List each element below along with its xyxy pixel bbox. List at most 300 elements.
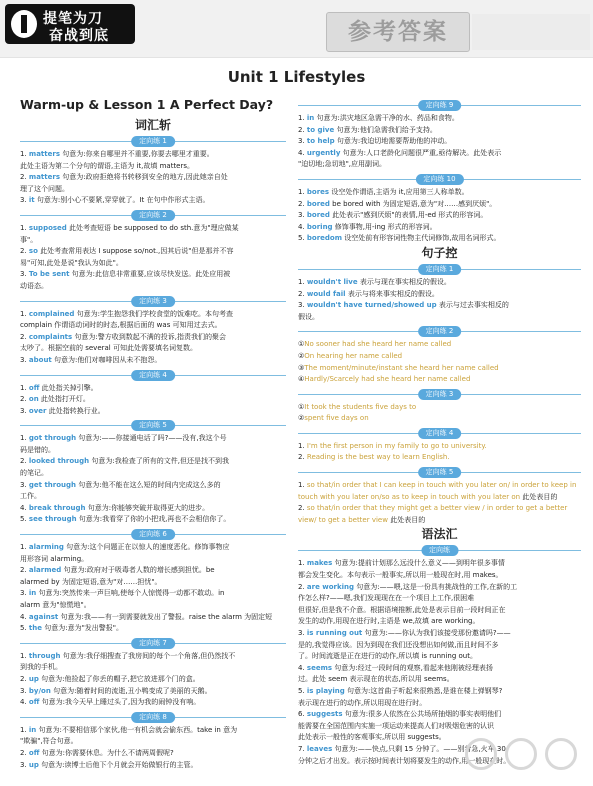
answer-key: leaves [306,744,333,753]
answer-line [298,148,581,160]
explanation-text: 1. [298,277,307,286]
answer-line [298,452,581,464]
answer-line [20,697,286,709]
explanation-text: 句意为:洪灾地区急需干净的水、药品和食物。 [314,114,459,122]
explanation-text: 此处指关掉引擎。 [39,383,98,392]
answer-key: off [28,698,40,707]
explanation-text: 句意为:很多人依然在公共场所抽烟的事实表明他们 [342,710,502,719]
explanation-text: ④ [298,375,305,384]
explanation-text: 句意为:他们对咖啡因从未不抱怨。 [51,355,162,364]
explanation-text: 作怎么样?——嗯,我们发现现在在一个项目上工作,很困难 [298,594,475,603]
explanation-text: 2. [20,748,29,757]
explanation-text: 句意为:别小心不要紧,穿穿就了。It 在句中作形式主语。 [34,196,210,205]
answer-line [298,187,581,199]
explanation-text: 句意为:学生抱怨我们学校食堂的饭难吃。本句考查 [74,309,234,318]
answer-line [20,433,286,445]
watermark-logo [465,728,585,778]
answer-key: complaints [28,332,73,341]
answer-line [20,588,286,600]
answer-key: urgently [306,148,341,157]
explanation-text: 3. [20,480,29,489]
explanation-text: 2. [298,582,307,591]
answer-line [298,628,581,640]
explanation-text: 句意为:提前计划那么远没什么意义——到明年很多事情 [332,559,505,568]
answer-line [20,195,286,207]
exercise-label [20,638,286,649]
explanation-text: 分钟之后才出发。表示按时间表计划将要发生的动作,用一般现在时。 [298,756,511,765]
section-heading: 词汇斩 [134,118,171,132]
explanation-text: 5. [298,686,307,695]
answer-key: against [28,612,59,621]
exercise-label-text: 定向练 10 [415,174,463,185]
explanation-text: 3. [298,137,307,146]
answer-key: in [306,114,315,122]
explanation-text: 易"可知,此处是说"我认为如此"。 [20,258,123,267]
reference-answer: It took the students five days to [304,402,417,411]
explanation-text: 1. [298,559,307,568]
explanation-text: 7. [298,744,307,753]
exercise-label [20,296,286,307]
explanation-text: 修饰事物,用-ing 形式的形容词。 [332,222,437,231]
explanation-text: 5. [298,234,307,243]
answer-line [20,600,286,612]
answer-key: in [28,589,37,598]
answer-line [20,445,286,457]
explanation-text: 2. [20,674,29,683]
explanation-text: 句意为:警方收到数起不满的投诉,指责我们的聚会 [72,332,227,341]
explanation-text: 此处表目的 [520,492,558,501]
page-header [0,0,593,58]
answer-line [20,406,286,418]
explanation-text: 4. [298,222,307,231]
answer-key: bored [306,199,330,208]
answer-line [20,149,286,161]
answer-line [298,210,581,222]
answer-line [298,663,581,675]
answer-line [20,503,286,515]
explanation-text: 设空处作谓语,主语为 it,应用第三人称单数。 [329,187,469,196]
explanation-text: 句意为:政府拒绝将书转移到安全的地方,因此她亲自处 [59,173,228,182]
explanation-text: 2. [298,199,307,208]
explanation-text: 5. [20,624,29,633]
section-heading: 句子控 [421,245,458,260]
explanation-text: 2. [20,395,29,404]
explanation-text: 2. [20,332,29,341]
explanation-text: 2. [298,289,307,298]
explanation-text: 句意为:你能够突破并取得更大的进步。 [85,503,210,512]
explanation-text: 1. [20,309,29,318]
brand-logo [5,4,135,44]
answer-line [20,184,286,196]
explanation-text: 工作。 [20,492,41,501]
explanation-text: 过。此处 seem 表示现在的状态,所以用 seems。 [298,675,454,684]
explanation-text: 理了这个问题。 [20,184,69,193]
explanation-text: complain 作谓语动词时的时态,根据后面的 was 可知用过去式。 [20,321,222,330]
explanation-text: 2. [20,457,29,466]
exercise-label-text: 定向练 5 [131,420,175,431]
answer-line [20,577,286,589]
answer-line [20,246,286,258]
watermark-circle-icon [505,738,537,770]
reference-answer: spent five days on [304,414,369,423]
explanation-text: 此处主语为第二个分句的谓语,主语为 it,故填 matters。 [20,161,195,170]
exercise-label [20,420,286,431]
explanation-text: 表示与过去事实相反的 [436,301,509,310]
answer-line [20,355,286,367]
answer-key: looked through [28,457,90,466]
reference-answer: so that/in order that they might get a better view / in order to get a better [306,504,568,513]
exercise-label [298,326,581,337]
explanation-text: 能需要在全国范围内实施一项运动来提高人们对吸烟危害的认识 [298,721,494,730]
answer-key: would fail [306,289,346,298]
answer-key: alarming [28,543,64,552]
exercise-label [20,210,286,221]
explanation-text: 2. [298,453,307,462]
explanation-text: 1. [20,223,29,232]
explanation-text: 1. [20,434,29,443]
explanation-text: 此处表示"感到厌烦"的表情,用-ed 形式的形容词。 [329,211,488,220]
watermark-circle-icon [545,738,577,770]
answer-line [298,558,581,570]
answer-key: to help [306,137,335,146]
answer-line [298,651,581,663]
explanation-text: 句意为:人口老龄化问题很严重,亟待解决。此处表示 [340,148,502,157]
answer-line [298,709,581,721]
explanation-text: 句意为:意为"发出警报"。 [41,624,124,633]
answer-key: the [28,624,42,633]
explanation-text: ① [298,402,305,411]
explanation-text: 4. [298,663,307,672]
exercise-label [298,428,581,439]
explanation-text: 1. [298,114,307,122]
answer-line [20,309,286,321]
answer-line [20,612,286,624]
answer-line [20,480,286,492]
explanation-text: ② [298,414,305,423]
answer-key: off [28,383,40,392]
answer-line [20,686,286,698]
explanation-text: 3. [20,406,29,415]
explanation-text: 句意为:经过一段时间的观察,看起来他刚被经理表扬 [332,663,493,672]
answer-line [20,258,286,270]
answer-key: by/on [28,686,51,695]
answer-line [298,233,581,245]
answer-line [20,623,286,635]
explanation-text: 3. [20,270,29,279]
answer-line [20,760,286,772]
explanation-text: 假设。 [298,312,319,321]
explanation-text: 此处表目的 [387,515,426,524]
explanation-text: 1. [298,441,307,450]
explanation-text: 句意为:——喂,这是一份具有挑战性的工作,在新的工 [354,582,518,591]
answer-key: up [28,760,39,769]
answers-banner [326,12,470,52]
explanation-text: 2. [20,566,29,575]
explanation-text: 到我的手机。 [20,663,62,672]
reference-answer: The moment/minute/instant she heard her name called [304,363,499,372]
answer-key: it [28,196,35,205]
answer-line [20,725,286,737]
explanation-text: 太吵了。根据空前的 several 可知此处需要填名词复数。 [20,344,197,353]
exercise-label-text: 定向练 1 [418,264,462,275]
explanation-text: 3. [298,301,307,310]
answer-key: are working [306,582,355,591]
answer-line [298,441,581,453]
reference-answer: so that/in order that I can keep in touch with you later on/ in order to keep in [306,481,577,490]
explanation-text: 3. [20,196,29,205]
explanation-text: 1. [20,725,29,734]
explanation-text: 1. [20,543,29,552]
exercise-label-text: 定向练 4 [131,370,175,381]
unit-title: Unit 1 Lifestyles [227,68,366,86]
lesson-title: Warm-up & Lesson 1 A Perfect Day? [20,97,274,112]
answer-key: alarmed [28,566,62,575]
explanation-text: 此处指打开灯。 [38,395,90,404]
answer-line [20,554,286,566]
explanation-text: 码是错的。 [20,445,55,454]
answer-key: through [28,651,61,660]
reference-answer: I'm the first person in my family to go to university. [306,441,487,450]
answer-line [20,736,286,748]
answer-line [298,136,581,148]
explanation-text: 5. [20,515,29,524]
answer-line [298,480,581,492]
answer-key: is playing [306,686,345,695]
reference-answer: Reading is the best way to learn English. [306,453,450,462]
answer-line [298,277,581,289]
answer-key: over [28,406,47,415]
watermark-circle-icon [465,738,497,770]
explanation-text: ① [298,340,305,349]
explanation-text: 2. [298,504,307,513]
header-decoration [472,14,590,50]
answer-line [298,582,581,594]
right-column [298,97,581,767]
exercise-label [20,529,286,540]
answer-line [20,281,286,293]
explanation-text: "迫切地;急切地",应用副词。 [298,160,387,169]
exercise-label [298,174,581,185]
explanation-text: 4. [20,698,29,707]
exercise-label-text: 定向练 4 [418,428,462,439]
answer-line [20,662,286,674]
explanation-text: 句意为:我迫切地需要帮助他的冲动。 [334,137,452,146]
reference-answer: On hearing her name called [304,351,403,360]
answer-line [298,199,581,211]
answer-line [20,172,286,184]
answer-key: suggests [306,710,343,719]
explanation-text: 3. [20,589,29,598]
exercise-label-text: 定向练 8 [131,712,175,723]
exercise-label [298,264,581,275]
explanation-text: 句意为:此信息非常重要,应该尽快发送。此处应用被 [69,270,231,279]
explanation-text: 4. [298,148,307,157]
answer-line [298,159,581,171]
explanation-text: 句意为:政府对于吸毒者人数的增长感到担忧。be [61,566,215,575]
explanation-text: 句意为:我今天早上睡过头了,因为我的闹钟没有响。 [39,698,201,707]
answer-key: complained [28,309,75,318]
answer-key: matters [28,173,60,182]
answer-key: see through [28,515,77,524]
answer-key: get through [28,480,77,489]
explanation-text: 4. [20,503,29,512]
explanation-text: 1. [298,187,307,196]
explanation-text: 1. [20,383,29,392]
explanation-text: 1. [20,651,29,660]
explanation-text: 此处指转换行业。 [46,406,105,415]
exercise-label [20,370,286,381]
exercise-label-text: 定向练 2 [418,326,462,337]
answer-key: up [28,674,39,683]
explanation-text: 表示与将来事实相反的假设。 [345,289,439,298]
explanation-text: 句意为:——快点,只剩 15 分钟了。——别着急,火车 30 [332,744,506,753]
explanation-text: 句意为:他们急需我们给予支持。 [334,125,437,134]
answer-key: makes [306,559,333,568]
exercise-label-text: 定向练 9 [418,100,462,111]
answer-key: matters [28,150,60,158]
explanation-text: alarm 意为"惊慌地"。 [20,601,91,609]
explanation-text: 句意为:他捡起了你丢的帽子,把它放进那个门的盒。 [38,674,200,683]
exercise-label [298,467,581,478]
left-column [20,97,286,771]
explanation-text: 3. [298,211,307,220]
answer-key: to give [306,125,335,134]
answer-key: seems [306,663,333,672]
exercise-label-text: 定向练 3 [418,389,462,400]
explanation-text: 句意为:他不能在这么短的时间内完成这么多的 [76,480,221,489]
answer-line [298,616,581,628]
answer-line [20,320,286,332]
exercise-label-text: 定向练 [421,545,458,556]
answer-line [298,605,581,617]
exercise-label [20,136,286,147]
explanation-text: 句意为:你需要休息。为什么不请两周假呢? [39,748,174,757]
answer-key: on [28,395,39,404]
answer-line [298,312,581,324]
explanation-text: 句意为:这首曲子听起来很熟悉,是谁在楼上弹钢琴? [344,686,503,695]
answer-line [20,383,286,395]
exercise-label [298,545,581,556]
exercise-label-text: 定向练 3 [131,296,175,307]
explanation-text: 的笔记。 [20,469,48,478]
answer-line [20,542,286,554]
answer-key: wouldn't have turned/showed up [306,301,437,310]
explanation-text: 4. [20,612,29,621]
answer-line [298,698,581,710]
explanation-text: 了。时间流逝是正在进行的动作,所以填 is running out。 [298,652,477,661]
answer-line [20,565,286,577]
answer-line [298,640,581,652]
answer-line [298,300,581,312]
explanation-text: alarmed by 为固定短语,意为"对……担忧"。 [20,577,162,586]
answer-line [20,223,286,235]
answer-line [20,748,286,760]
explanation-text: 事"。 [20,235,38,244]
explanation-text: 句意为:——你认为我们该接受那份邀请吗?—— [362,629,511,637]
answer-key: so [28,247,38,256]
explanation-text: 3. [20,760,29,769]
explanation-text: 3. [20,355,29,364]
answer-line [298,113,581,125]
exercise-label [20,712,286,723]
explanation-text: 句意为:我检查了所有的文件,但还是找不到我 [89,457,229,466]
explanation-text: 6. [298,710,307,719]
explanation-text: 句意为:我仔细搜查了我房间的每个一个角落,但仍然找不 [60,651,236,660]
explanation-text: 此处表示一般性的客观事实,所以用 suggests。 [298,733,446,742]
answer-key: got through [28,434,77,443]
answer-line [20,468,286,480]
explanation-text: 此处考查常用表达 I suppose so/not.,因其后说"但是那并不容 [37,247,234,256]
answer-line [298,363,581,375]
answer-line [20,491,286,503]
answer-key: wouldn't live [306,277,358,286]
answer-key: bores [306,187,330,196]
logo-line-2: 奋战到底 [49,28,109,44]
exercise-label-text: 定向练 7 [131,638,175,649]
answer-line [298,503,581,515]
explanation-text: 2. [298,125,307,134]
answers-title: 参考答案 [348,19,448,45]
answer-key: off [28,748,40,757]
answer-key: supposed [28,223,67,232]
answer-key: boredom [306,234,343,243]
answer-line [298,413,581,425]
explanation-text: 2. [20,247,29,256]
exercise-label [298,100,581,111]
answer-key: break through [28,503,86,512]
explanation-text: 句意为:突然传来一声巨响,使每个人惊慌得一动都不敢动。in [36,589,225,598]
section-heading: 语法汇 [421,527,458,542]
answer-line [298,674,581,686]
answer-key: is running out [306,629,363,637]
exercise-label [298,389,581,400]
explanation-text: 1. [298,481,307,490]
answer-key: in [28,725,37,734]
answer-line [20,343,286,355]
logo-line-1: 提笔为刀 [43,11,103,27]
explanation-text: 但很好,但是我不介意。根据语境推断,此处是表示目前一段时间正在 [298,605,506,614]
explanation-text: 3. [20,686,29,695]
explanation-text: 2. [20,173,29,182]
explanation-text: 句意为:随着时间的流逝,丑小鸭变成了美丽的天鹅。 [50,686,212,695]
explanation-text: 设空处前有形容词性物主代词修饰,故用名词形式。 [342,234,501,243]
answer-line [298,570,581,582]
answer-line [298,686,581,698]
exercise-label-text: 定向练 2 [131,210,175,221]
answer-line [298,289,581,301]
explanation-text: 发生的动作,用现在进行时,主语是 we,故填 are working。 [298,617,480,626]
reference-answer: view/ to get a better view [298,515,388,524]
explanation-text: 此处考查短语 be supposed to do sth.意为"理应做某 [66,223,239,232]
answer-key: about [28,355,52,364]
answer-line [20,332,286,344]
answer-line [20,456,286,468]
pen-nib-icon [11,10,37,38]
answer-key: bored [306,211,330,220]
answer-line [20,651,286,663]
explanation-text: 句意为:我——有一到需要就发出了警报。raise the alarm 为固定短 [58,612,273,621]
answer-line [298,351,581,363]
answer-line [298,339,581,351]
exercise-label-text: 定向练 5 [418,467,462,478]
reference-answer: touch with you later on/so as to keep in touch with you later on [298,492,521,501]
answer-line [298,593,581,605]
explanation-text: 用形容词 alarming。 [20,554,89,563]
explanation-text: ② [298,351,305,360]
answer-line [20,235,286,247]
explanation-text: 句意为:不要相信那个家伙,他一有机会就会偷东西。take in 意为 [36,725,238,734]
answer-key: To be sent [28,270,70,279]
